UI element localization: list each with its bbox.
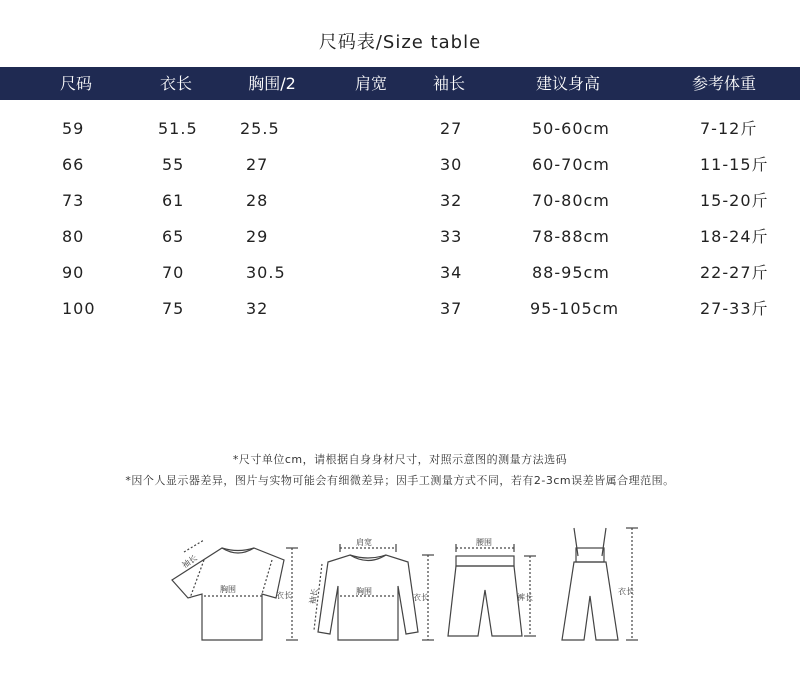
cell-chest: 30.5 [246,263,286,282]
cell-height: 70-80cm [532,191,610,210]
cell-weight: 22-27斤 [700,263,769,282]
sweater-diagram [314,544,434,640]
cell-weight: 7-12斤 [700,119,758,138]
cell-length: 51.5 [158,119,198,138]
cell-size: 66 [62,155,85,174]
cell-sleeve: 32 [440,191,463,210]
header-chest: 胸围/2 [248,74,296,93]
cell-length: 61 [162,191,185,210]
cell-size: 90 [62,263,85,282]
cell-chest: 25.5 [240,119,280,138]
cell-weight: 18-24斤 [700,227,769,246]
cell-height: 78-88cm [532,227,610,246]
cell-chest: 28 [246,191,269,210]
cell-sleeve: 33 [440,227,463,246]
cell-sleeve: 34 [440,263,463,282]
header-sleeve: 袖长 [432,74,465,93]
sweater-shoulder-label: 肩宽 [356,538,372,547]
shorts-diagram [448,544,536,636]
tshirt-sleeve-label: 袖长 [180,553,199,570]
shorts-waist-label: 腰围 [476,538,492,547]
cell-height: 88-95cm [532,263,610,282]
note-unit: *尺寸单位cm，请根据自身身材尺寸，对照示意图的测量方法选码 [232,453,568,466]
cell-sleeve: 37 [440,299,463,318]
cell-size: 80 [62,227,85,246]
sweater-chest-label: 胸围 [356,587,372,596]
cell-sleeve: 27 [440,119,463,138]
header-height: 建议身高 [535,74,600,93]
shorts-length-label: 裤长 [517,593,533,602]
header-size: 尺码 [59,74,92,93]
cell-size: 100 [62,299,96,318]
cell-length: 70 [162,263,185,282]
cell-weight: 11-15斤 [700,155,769,174]
header-length: 衣长 [159,74,192,93]
tshirt-length-label: 衣长 [276,591,292,600]
page-title: 尺码表/Size table [318,32,482,53]
cell-weight: 27-33斤 [700,299,769,318]
header-weight: 参考体重 [691,74,756,93]
note-disclaimer: *因个人显示器差异，图片与实物可能会有细微差异；因手工测量方式不同，若有2-3cm误差皆属合理范围。 [125,474,675,487]
cell-weight: 15-20斤 [700,191,769,210]
sweater-length-label: 衣长 [413,593,429,602]
cell-sleeve: 30 [440,155,463,174]
cell-chest: 27 [246,155,269,174]
sweater-sleeve-label: 袖长 [308,587,320,605]
cell-height: 60-70cm [532,155,610,174]
cell-chest: 29 [246,227,269,246]
cell-height: 95-105cm [530,299,620,318]
header-shoulder: 肩宽 [354,74,387,93]
cell-size: 59 [62,119,85,138]
overalls-diagram [562,528,638,640]
cell-size: 73 [62,191,85,210]
cell-length: 65 [162,227,185,246]
cell-chest: 32 [246,299,269,318]
overalls-length-label: 衣长 [618,587,634,596]
tshirt-chest-label: 胸围 [220,585,236,594]
cell-height: 50-60cm [532,119,610,138]
cell-length: 55 [162,155,185,174]
cell-length: 75 [162,299,185,318]
